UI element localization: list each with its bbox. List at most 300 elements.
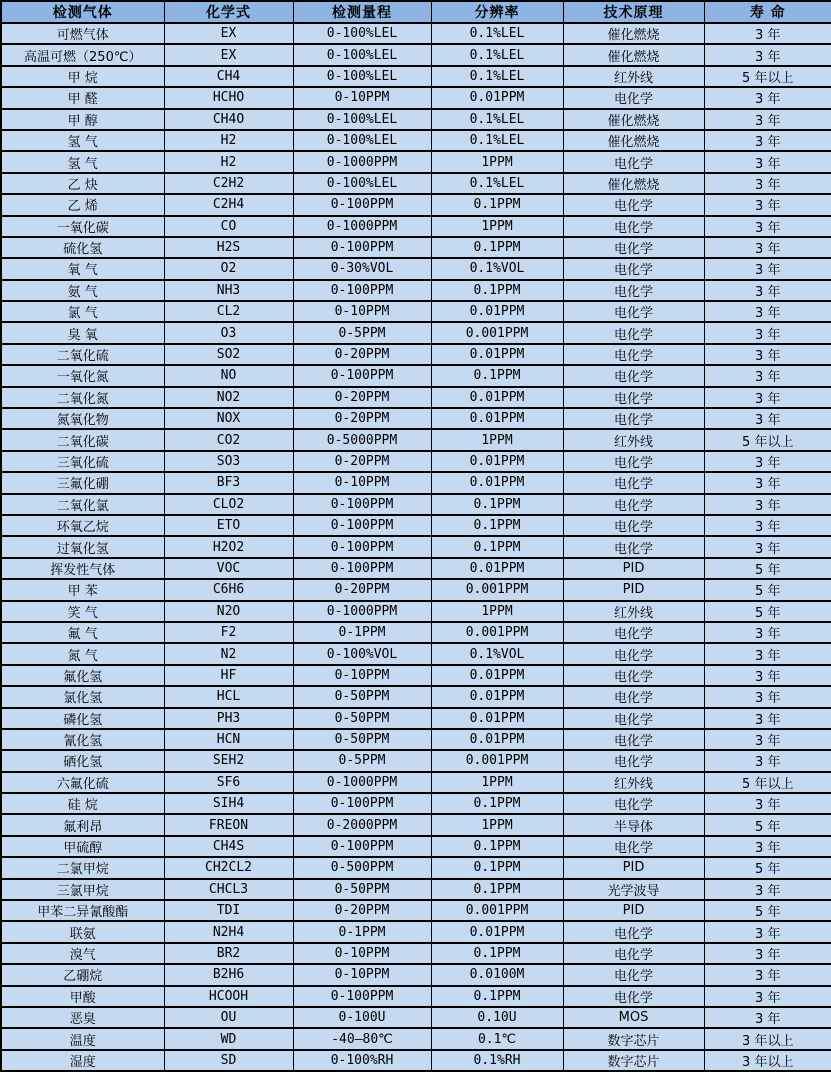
- principle-cell: 电化学: [563, 494, 704, 515]
- lifespan-cell: 3 年: [704, 494, 831, 515]
- gas-name-cell: 硅 烷: [1, 793, 164, 814]
- range-cell: 0-50PPM: [293, 729, 431, 750]
- gas-name-cell: 高温可燃（250℃）: [1, 44, 164, 65]
- formula-cell: NH3: [164, 280, 293, 301]
- range-cell: 0-50PPM: [293, 708, 431, 729]
- table-row: [1, 1028, 831, 1049]
- lifespan-cell: 5 年: [704, 857, 831, 878]
- principle-cell: 电化学: [563, 622, 704, 643]
- principle-cell: 催化燃烧: [563, 23, 704, 44]
- formula-cell: N2H4: [164, 921, 293, 942]
- resolution-cell: 0.1PPM: [431, 986, 563, 1007]
- formula-cell: N2: [164, 643, 293, 664]
- resolution-cell: 0.1PPM: [431, 515, 563, 536]
- resolution-cell: 0.1PPM: [431, 194, 563, 215]
- range-cell: 0-1000PPM: [293, 601, 431, 622]
- range-cell: 0-5000PPM: [293, 429, 431, 450]
- principle-cell: 电化学: [563, 750, 704, 771]
- formula-cell: ETO: [164, 515, 293, 536]
- lifespan-cell: 3 年: [704, 280, 831, 301]
- principle-cell: 电化学: [563, 793, 704, 814]
- range-cell: 0-10PPM: [293, 665, 431, 686]
- formula-cell: SEH2: [164, 750, 293, 771]
- gas-name-cell: 二氯甲烷: [1, 857, 164, 878]
- lifespan-cell: 3 年: [704, 729, 831, 750]
- formula-cell: O3: [164, 322, 293, 343]
- resolution-cell: 0.1%LEL: [431, 66, 563, 87]
- gas-name-cell: 二氧化氮: [1, 387, 164, 408]
- resolution-cell: 1PPM: [431, 601, 563, 622]
- principle-cell: 电化学: [563, 365, 704, 386]
- table-row: [1, 1050, 831, 1071]
- principle-cell: 电化学: [563, 515, 704, 536]
- lifespan-cell: 3 年: [704, 173, 831, 194]
- lifespan-cell: 3 年: [704, 515, 831, 536]
- table-row: [1, 943, 831, 964]
- table-row: [1, 451, 831, 472]
- gas-name-cell: 氟化氢: [1, 665, 164, 686]
- principle-cell: 电化学: [563, 387, 704, 408]
- table-row: [1, 344, 831, 365]
- range-cell: 0-1000PPM: [293, 151, 431, 172]
- formula-cell: B2H6: [164, 964, 293, 985]
- range-cell: 0-100%LEL: [293, 44, 431, 65]
- header-resolution: 分辨率: [431, 1, 563, 23]
- formula-cell: CHCL3: [164, 879, 293, 900]
- range-cell: 0-500PPM: [293, 857, 431, 878]
- gas-name-cell: 氯 气: [1, 301, 164, 322]
- gas-name-cell: 过氧化氢: [1, 536, 164, 557]
- lifespan-cell: 5 年: [704, 900, 831, 921]
- resolution-cell: 0.1PPM: [431, 943, 563, 964]
- resolution-cell: 0.1PPM: [431, 536, 563, 557]
- range-cell: 0-20PPM: [293, 387, 431, 408]
- range-cell: 0-30%VOL: [293, 258, 431, 279]
- formula-cell: NO: [164, 365, 293, 386]
- formula-cell: H2: [164, 151, 293, 172]
- range-cell: 0-100PPM: [293, 793, 431, 814]
- table-header: [1, 1, 831, 23]
- principle-cell: 电化学: [563, 344, 704, 365]
- resolution-cell: 0.01PPM: [431, 558, 563, 579]
- formula-cell: HF: [164, 665, 293, 686]
- principle-cell: 半导体: [563, 814, 704, 835]
- lifespan-cell: 3 年: [704, 643, 831, 664]
- resolution-cell: 0.01PPM: [431, 472, 563, 493]
- table-row: [1, 173, 831, 194]
- table-row: [1, 494, 831, 515]
- range-cell: 0-100PPM: [293, 515, 431, 536]
- principle-cell: 红外线: [563, 772, 704, 793]
- gas-name-cell: 三氧化硫: [1, 451, 164, 472]
- lifespan-cell: 3 年: [704, 1007, 831, 1028]
- table-row: [1, 622, 831, 643]
- gas-name-cell: 六氟化硫: [1, 772, 164, 793]
- range-cell: 0-50PPM: [293, 686, 431, 707]
- gas-name-cell: 硫化氢: [1, 237, 164, 258]
- lifespan-cell: 3 年: [704, 151, 831, 172]
- principle-cell: 电化学: [563, 280, 704, 301]
- gas-name-cell: 环氧乙烷: [1, 515, 164, 536]
- gas-name-cell: 挥发性气体: [1, 558, 164, 579]
- table-row: [1, 216, 831, 237]
- principle-cell: 电化学: [563, 87, 704, 108]
- lifespan-cell: 3 年: [704, 472, 831, 493]
- range-cell: 0-1000PPM: [293, 772, 431, 793]
- lifespan-cell: 5 年: [704, 579, 831, 600]
- principle-cell: 电化学: [563, 665, 704, 686]
- formula-cell: PH3: [164, 708, 293, 729]
- formula-cell: O2: [164, 258, 293, 279]
- formula-cell: WD: [164, 1028, 293, 1049]
- principle-cell: 电化学: [563, 708, 704, 729]
- range-cell: 0-100%LEL: [293, 173, 431, 194]
- gas-name-cell: 可燃气体: [1, 23, 164, 44]
- gas-name-cell: 氢 气: [1, 151, 164, 172]
- formula-cell: CH4S: [164, 836, 293, 857]
- range-cell: 0-100PPM: [293, 194, 431, 215]
- range-cell: 0-100PPM: [293, 280, 431, 301]
- lifespan-cell: 3 年: [704, 986, 831, 1007]
- principle-cell: 催化燃烧: [563, 44, 704, 65]
- resolution-cell: 0.001PPM: [431, 579, 563, 600]
- lifespan-cell: 3 年: [704, 708, 831, 729]
- table-row: [1, 44, 831, 65]
- table-row: [1, 836, 831, 857]
- principle-cell: 电化学: [563, 451, 704, 472]
- lifespan-cell: 3 年: [704, 237, 831, 258]
- lifespan-cell: 3 年: [704, 964, 831, 985]
- lifespan-cell: 5 年: [704, 814, 831, 835]
- gas-name-cell: 甲苯二异氰酸酯: [1, 900, 164, 921]
- resolution-cell: 0.1%LEL: [431, 173, 563, 194]
- principle-cell: 电化学: [563, 836, 704, 857]
- principle-cell: 电化学: [563, 536, 704, 557]
- table-row: [1, 536, 831, 557]
- table-row: [1, 151, 831, 172]
- table-row: [1, 258, 831, 279]
- range-cell: 0-1PPM: [293, 622, 431, 643]
- principle-cell: 电化学: [563, 943, 704, 964]
- table-row: [1, 558, 831, 579]
- principle-cell: 催化燃烧: [563, 173, 704, 194]
- range-cell: 0-10PPM: [293, 943, 431, 964]
- lifespan-cell: 3 年: [704, 943, 831, 964]
- table-row: [1, 879, 831, 900]
- formula-cell: C2H2: [164, 173, 293, 194]
- table-row: [1, 579, 831, 600]
- range-cell: 0-2000PPM: [293, 814, 431, 835]
- resolution-cell: 0.01PPM: [431, 408, 563, 429]
- gas-name-cell: 甲 苯: [1, 579, 164, 600]
- resolution-cell: 0.01PPM: [431, 921, 563, 942]
- principle-cell: 红外线: [563, 429, 704, 450]
- resolution-cell: 0.1%LEL: [431, 130, 563, 151]
- range-cell: 0-10PPM: [293, 472, 431, 493]
- principle-cell: 电化学: [563, 964, 704, 985]
- range-cell: 0-100%LEL: [293, 66, 431, 87]
- gas-name-cell: 甲 醛: [1, 87, 164, 108]
- gas-name-cell: 氯化氢: [1, 686, 164, 707]
- range-cell: 0-20PPM: [293, 900, 431, 921]
- gas-name-cell: 乙 烯: [1, 194, 164, 215]
- range-cell: 0-1PPM: [293, 921, 431, 942]
- principle-cell: MOS: [563, 1007, 704, 1028]
- header-principle: 技术原理: [563, 1, 704, 23]
- table-row: [1, 515, 831, 536]
- principle-cell: 电化学: [563, 216, 704, 237]
- formula-cell: NO2: [164, 387, 293, 408]
- table-row: [1, 643, 831, 664]
- formula-cell: CLO2: [164, 494, 293, 515]
- table-row: [1, 237, 831, 258]
- resolution-cell: 0.001PPM: [431, 750, 563, 771]
- formula-cell: H2S: [164, 237, 293, 258]
- table-row: [1, 686, 831, 707]
- lifespan-cell: 5 年以上: [704, 772, 831, 793]
- resolution-cell: 0.001PPM: [431, 322, 563, 343]
- formula-cell: CL2: [164, 301, 293, 322]
- resolution-cell: 0.01PPM: [431, 301, 563, 322]
- gas-name-cell: 磷化氢: [1, 708, 164, 729]
- table-row: [1, 964, 831, 985]
- resolution-cell: 0.1%RH: [431, 1050, 563, 1071]
- lifespan-cell: 3 年: [704, 451, 831, 472]
- table-row: [1, 408, 831, 429]
- formula-cell: H2: [164, 130, 293, 151]
- table-body: [1, 23, 831, 1071]
- formula-cell: EX: [164, 23, 293, 44]
- formula-cell: HCL: [164, 686, 293, 707]
- lifespan-cell: 3 年: [704, 365, 831, 386]
- principle-cell: 电化学: [563, 237, 704, 258]
- range-cell: 0-100PPM: [293, 986, 431, 1007]
- range-cell: 0-5PPM: [293, 750, 431, 771]
- lifespan-cell: 5 年: [704, 558, 831, 579]
- resolution-cell: 0.1%VOL: [431, 643, 563, 664]
- formula-cell: CH4O: [164, 109, 293, 130]
- gas-name-cell: 一氧化碳: [1, 216, 164, 237]
- formula-cell: CO2: [164, 429, 293, 450]
- gas-name-cell: 一氧化氮: [1, 365, 164, 386]
- resolution-cell: 0.1PPM: [431, 365, 563, 386]
- gas-name-cell: 甲酸: [1, 986, 164, 1007]
- formula-cell: BF3: [164, 472, 293, 493]
- lifespan-cell: 3 年: [704, 836, 831, 857]
- gas-name-cell: 氢 气: [1, 130, 164, 151]
- lifespan-cell: 3 年: [704, 44, 831, 65]
- gas-name-cell: 笑 气: [1, 601, 164, 622]
- lifespan-cell: 3 年: [704, 87, 831, 108]
- table-row: [1, 280, 831, 301]
- table-row: [1, 601, 831, 622]
- resolution-cell: 0.01PPM: [431, 686, 563, 707]
- lifespan-cell: 3 年: [704, 109, 831, 130]
- resolution-cell: 0.0100M: [431, 964, 563, 985]
- principle-cell: 红外线: [563, 66, 704, 87]
- resolution-cell: 0.01PPM: [431, 708, 563, 729]
- gas-name-cell: 湿度: [1, 1050, 164, 1071]
- resolution-cell: 0.1℃: [431, 1028, 563, 1049]
- resolution-cell: 0.1PPM: [431, 836, 563, 857]
- principle-cell: 电化学: [563, 322, 704, 343]
- range-cell: 0-100PPM: [293, 558, 431, 579]
- lifespan-cell: 3 年: [704, 216, 831, 237]
- principle-cell: 电化学: [563, 921, 704, 942]
- gas-name-cell: 臭 氧: [1, 322, 164, 343]
- principle-cell: 红外线: [563, 601, 704, 622]
- header-range: 检测量程: [293, 1, 431, 23]
- principle-cell: PID: [563, 857, 704, 878]
- table-row: [1, 857, 831, 878]
- resolution-cell: 1PPM: [431, 216, 563, 237]
- gas-name-cell: 甲 烷: [1, 66, 164, 87]
- principle-cell: 数字芯片: [563, 1050, 704, 1071]
- range-cell: 0-1000PPM: [293, 216, 431, 237]
- gas-name-cell: 二氧化硫: [1, 344, 164, 365]
- lifespan-cell: 3 年: [704, 793, 831, 814]
- formula-cell: EX: [164, 44, 293, 65]
- lifespan-cell: 3 年: [704, 194, 831, 215]
- table-row: [1, 665, 831, 686]
- resolution-cell: 0.1PPM: [431, 237, 563, 258]
- resolution-cell: 1PPM: [431, 814, 563, 835]
- principle-cell: 电化学: [563, 472, 704, 493]
- formula-cell: HCHO: [164, 87, 293, 108]
- gas-name-cell: 氟利昂: [1, 814, 164, 835]
- resolution-cell: 0.1%LEL: [431, 44, 563, 65]
- resolution-cell: 0.01PPM: [431, 87, 563, 108]
- lifespan-cell: 3 年: [704, 344, 831, 365]
- range-cell: 0-20PPM: [293, 451, 431, 472]
- range-cell: 0-5PPM: [293, 322, 431, 343]
- gas-name-cell: 三氯甲烷: [1, 879, 164, 900]
- range-cell: 0-20PPM: [293, 579, 431, 600]
- table-row: [1, 1007, 831, 1028]
- formula-cell: CH4: [164, 66, 293, 87]
- lifespan-cell: 5 年: [704, 601, 831, 622]
- range-cell: 0-100PPM: [293, 494, 431, 515]
- formula-cell: SIH4: [164, 793, 293, 814]
- gas-name-cell: 乙 炔: [1, 173, 164, 194]
- range-cell: 0-20PPM: [293, 408, 431, 429]
- resolution-cell: 1PPM: [431, 429, 563, 450]
- principle-cell: 催化燃烧: [563, 109, 704, 130]
- resolution-cell: 1PPM: [431, 151, 563, 172]
- lifespan-cell: 3 年以上: [704, 1028, 831, 1049]
- formula-cell: TDI: [164, 900, 293, 921]
- resolution-cell: 0.01PPM: [431, 665, 563, 686]
- lifespan-cell: 5 年以上: [704, 429, 831, 450]
- lifespan-cell: 3 年: [704, 23, 831, 44]
- resolution-cell: 0.10U: [431, 1007, 563, 1028]
- table-row: [1, 365, 831, 386]
- range-cell: 0-100PPM: [293, 536, 431, 557]
- lifespan-cell: 3 年: [704, 750, 831, 771]
- principle-cell: 电化学: [563, 643, 704, 664]
- formula-cell: N2O: [164, 601, 293, 622]
- resolution-cell: 0.01PPM: [431, 451, 563, 472]
- gas-name-cell: 氮氧化物: [1, 408, 164, 429]
- table-row: [1, 109, 831, 130]
- resolution-cell: 0.001PPM: [431, 900, 563, 921]
- table-row: [1, 322, 831, 343]
- gas-name-cell: 氮 气: [1, 643, 164, 664]
- formula-cell: BR2: [164, 943, 293, 964]
- resolution-cell: 0.001PPM: [431, 622, 563, 643]
- lifespan-cell: 3 年: [704, 130, 831, 151]
- formula-cell: OU: [164, 1007, 293, 1028]
- formula-cell: C2H4: [164, 194, 293, 215]
- range-cell: 0-100%VOL: [293, 643, 431, 664]
- gas-name-cell: 硒化氢: [1, 750, 164, 771]
- range-cell: 0-100%RH: [293, 1050, 431, 1071]
- range-cell: 0-20PPM: [293, 344, 431, 365]
- header-gas-name: 检测气体: [1, 1, 164, 23]
- range-cell: 0-100PPM: [293, 365, 431, 386]
- formula-cell: SF6: [164, 772, 293, 793]
- lifespan-cell: 3 年: [704, 622, 831, 643]
- gas-name-cell: 乙硼烷: [1, 964, 164, 985]
- gas-name-cell: 二氧化碳: [1, 429, 164, 450]
- lifespan-cell: 3 年: [704, 921, 831, 942]
- resolution-cell: 1PPM: [431, 772, 563, 793]
- lifespan-cell: 3 年: [704, 686, 831, 707]
- table-row: [1, 814, 831, 835]
- table-row: [1, 194, 831, 215]
- principle-cell: 电化学: [563, 194, 704, 215]
- principle-cell: PID: [563, 558, 704, 579]
- header-lifespan: 寿 命: [704, 1, 831, 23]
- table-row: [1, 921, 831, 942]
- lifespan-cell: 3 年: [704, 665, 831, 686]
- table-row: [1, 130, 831, 151]
- range-cell: 0-10PPM: [293, 301, 431, 322]
- table-row: [1, 387, 831, 408]
- gas-name-cell: 联氨: [1, 921, 164, 942]
- header-row: [1, 1, 831, 23]
- resolution-cell: 0.1PPM: [431, 494, 563, 515]
- gas-name-cell: 二氧化氯: [1, 494, 164, 515]
- lifespan-cell: 3 年: [704, 301, 831, 322]
- lifespan-cell: 5 年以上: [704, 66, 831, 87]
- table-row: [1, 793, 831, 814]
- principle-cell: 电化学: [563, 729, 704, 750]
- resolution-cell: 0.1PPM: [431, 857, 563, 878]
- lifespan-cell: 3 年: [704, 879, 831, 900]
- gas-name-cell: 甲硫醇: [1, 836, 164, 857]
- principle-cell: 光学波导: [563, 879, 704, 900]
- resolution-cell: 0.01PPM: [431, 344, 563, 365]
- table-row: [1, 66, 831, 87]
- principle-cell: 电化学: [563, 258, 704, 279]
- resolution-cell: 0.1%LEL: [431, 23, 563, 44]
- lifespan-cell: 3 年: [704, 258, 831, 279]
- formula-cell: H2O2: [164, 536, 293, 557]
- resolution-cell: 0.01PPM: [431, 387, 563, 408]
- principle-cell: 电化学: [563, 151, 704, 172]
- formula-cell: HCOOH: [164, 986, 293, 1007]
- gas-name-cell: 溴气: [1, 943, 164, 964]
- formula-cell: CO: [164, 216, 293, 237]
- gas-name-cell: 氧 气: [1, 258, 164, 279]
- range-cell: 0-100PPM: [293, 237, 431, 258]
- lifespan-cell: 3 年以上: [704, 1050, 831, 1071]
- principle-cell: 数字芯片: [563, 1028, 704, 1049]
- table-row: [1, 900, 831, 921]
- range-cell: -40—80℃: [293, 1028, 431, 1049]
- principle-cell: 电化学: [563, 686, 704, 707]
